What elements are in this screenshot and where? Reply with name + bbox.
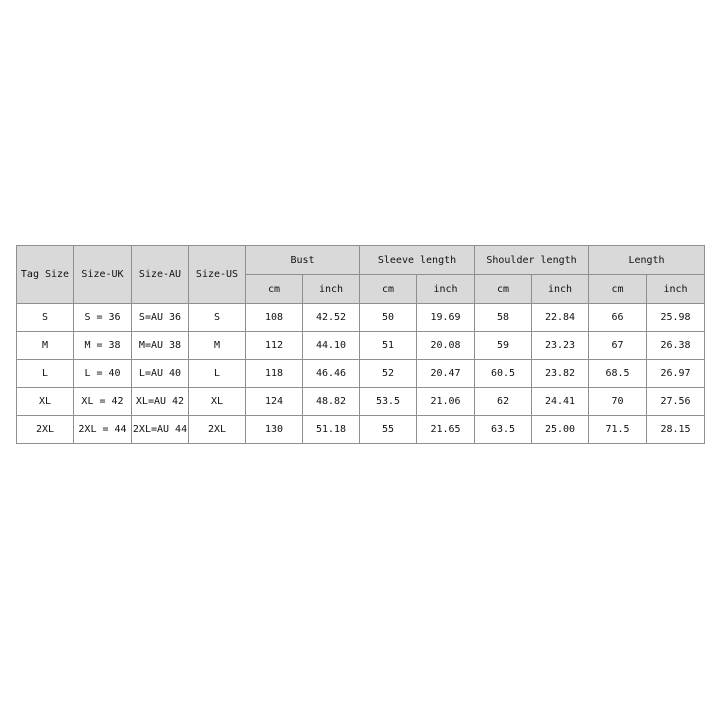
cell-shoulder-inch: 25.00 [532,416,589,444]
cell-shoulder-cm: 59 [475,332,532,360]
table-row [17,416,705,444]
cell-sleeve-cm: 51 [360,332,417,360]
cell-length-inch: 26.97 [647,360,705,388]
cell-tag-size: 2XL [17,416,74,444]
cell-tag-size: M [17,332,74,360]
cell-size-us: L [189,360,246,388]
cell-bust-cm: 124 [246,388,303,416]
cell-sleeve-cm: 50 [360,304,417,332]
cell-size-au: M=AU 38 [132,332,189,360]
header-unit-cm: cm [246,275,303,304]
header-bust: Bust [246,246,360,275]
cell-bust-inch: 44.10 [303,332,360,360]
header-unit-inch: inch [532,275,589,304]
cell-length-inch: 25.98 [647,304,705,332]
cell-size-uk: L = 40 [74,360,132,388]
cell-sleeve-inch: 19.69 [417,304,475,332]
cell-shoulder-cm: 63.5 [475,416,532,444]
cell-shoulder-inch: 24.41 [532,388,589,416]
size-chart-table [16,245,705,444]
table-row [17,304,705,332]
cell-size-uk: XL = 42 [74,388,132,416]
cell-sleeve-inch: 20.08 [417,332,475,360]
cell-size-au: XL=AU 42 [132,388,189,416]
cell-length-cm: 70 [589,388,647,416]
size-chart-container [16,245,704,444]
header-unit-inch: inch [417,275,475,304]
cell-bust-cm: 118 [246,360,303,388]
header-unit-inch: inch [303,275,360,304]
cell-tag-size: XL [17,388,74,416]
header-unit-cm: cm [360,275,417,304]
cell-sleeve-inch: 20.47 [417,360,475,388]
cell-size-au: L=AU 40 [132,360,189,388]
cell-sleeve-cm: 53.5 [360,388,417,416]
cell-length-inch: 27.56 [647,388,705,416]
cell-sleeve-inch: 21.06 [417,388,475,416]
cell-shoulder-inch: 23.23 [532,332,589,360]
cell-length-cm: 66 [589,304,647,332]
header-size-uk: Size-UK [74,246,132,304]
cell-size-us: M [189,332,246,360]
cell-length-cm: 68.5 [589,360,647,388]
cell-bust-cm: 112 [246,332,303,360]
cell-sleeve-inch: 21.65 [417,416,475,444]
cell-size-us: S [189,304,246,332]
table-row [17,332,705,360]
cell-shoulder-inch: 22.84 [532,304,589,332]
cell-shoulder-inch: 23.82 [532,360,589,388]
cell-length-cm: 67 [589,332,647,360]
header-size-us: Size-US [189,246,246,304]
cell-length-cm: 71.5 [589,416,647,444]
table-row [17,388,705,416]
cell-size-uk: M = 38 [74,332,132,360]
cell-bust-cm: 130 [246,416,303,444]
cell-bust-inch: 48.82 [303,388,360,416]
cell-shoulder-cm: 60.5 [475,360,532,388]
cell-size-us: XL [189,388,246,416]
header-unit-cm: cm [589,275,647,304]
header-unit-inch: inch [647,275,705,304]
cell-size-uk: 2XL = 44 [74,416,132,444]
header-sleeve-length: Sleeve length [360,246,475,275]
header-length: Length [589,246,705,275]
cell-shoulder-cm: 58 [475,304,532,332]
header-tag-size: Tag Size [17,246,74,304]
cell-tag-size: S [17,304,74,332]
cell-bust-inch: 46.46 [303,360,360,388]
header-size-au: Size-AU [132,246,189,304]
cell-tag-size: L [17,360,74,388]
cell-sleeve-cm: 52 [360,360,417,388]
cell-length-inch: 28.15 [647,416,705,444]
header-row-main [17,246,705,275]
cell-size-au: 2XL=AU 44 [132,416,189,444]
table-row [17,360,705,388]
cell-bust-inch: 42.52 [303,304,360,332]
cell-sleeve-cm: 55 [360,416,417,444]
cell-bust-cm: 108 [246,304,303,332]
cell-shoulder-cm: 62 [475,388,532,416]
cell-bust-inch: 51.18 [303,416,360,444]
cell-size-au: S=AU 36 [132,304,189,332]
header-unit-cm: cm [475,275,532,304]
header-shoulder-length: Shoulder length [475,246,589,275]
cell-length-inch: 26.38 [647,332,705,360]
cell-size-uk: S = 36 [74,304,132,332]
cell-size-us: 2XL [189,416,246,444]
